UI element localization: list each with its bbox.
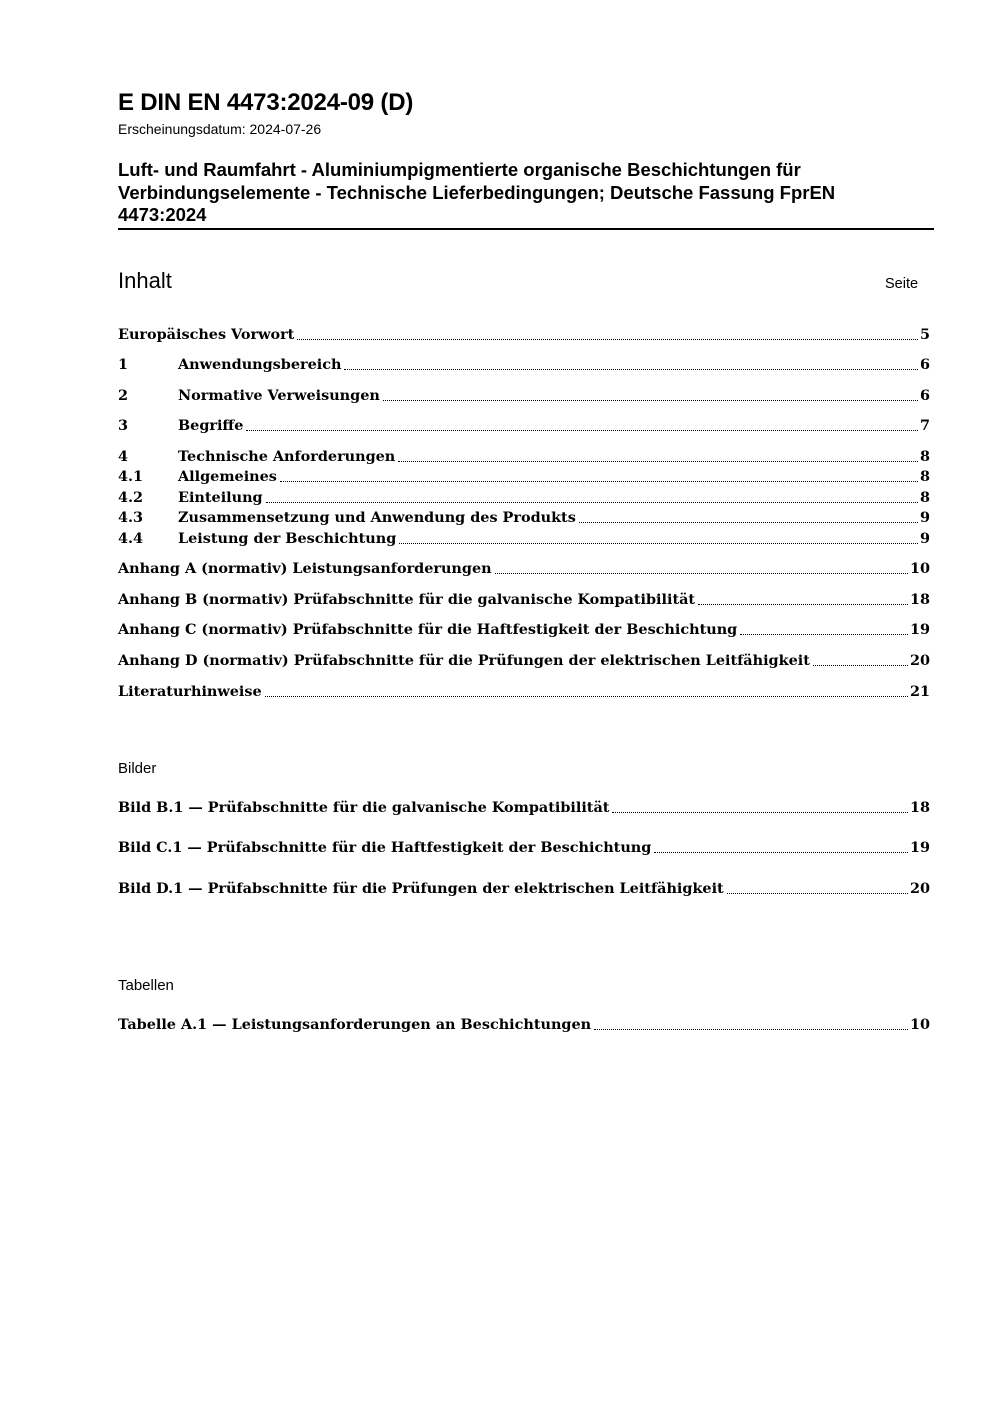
toc-entry-page: 9 xyxy=(919,530,930,547)
dot-leader xyxy=(612,812,908,813)
table-entry-title: Tabelle A.1 — Leistungsanforderungen an Beschichtungen xyxy=(118,1016,592,1033)
tables-label: Tabellen xyxy=(118,977,174,994)
subtitle-line: Verbindungselemente - Technische Lieferbedingungen; Deutsche Fassung FprEN xyxy=(118,181,836,203)
toc-entry-page: 8 xyxy=(919,468,930,485)
dot-leader xyxy=(594,1029,908,1030)
toc-entry-page: 21 xyxy=(909,683,930,700)
toc-entry-title: Einteilung xyxy=(178,489,263,506)
toc-entry-page: 8 xyxy=(919,448,930,465)
figure-entry[interactable] xyxy=(118,839,930,857)
toc-entry[interactable] xyxy=(118,387,930,405)
toc-heading: Inhalt xyxy=(118,268,172,293)
toc-entry[interactable] xyxy=(118,560,930,578)
dot-leader xyxy=(266,502,918,503)
toc-entry-title: Anhang A (normativ) Leistungsanforderungen xyxy=(118,560,492,577)
figure-entry-page: 18 xyxy=(909,799,930,816)
toc-entry[interactable] xyxy=(118,683,930,701)
toc-entry-page: 9 xyxy=(919,509,930,526)
dot-leader xyxy=(740,634,908,635)
toc-entry[interactable] xyxy=(118,448,930,466)
dot-leader xyxy=(383,400,918,401)
dot-leader xyxy=(654,852,908,853)
dot-leader xyxy=(297,339,918,340)
dot-leader xyxy=(579,522,918,523)
dot-leader xyxy=(280,481,918,482)
toc-entry-title: Begriffe xyxy=(178,417,244,434)
toc-entry-title: Anhang C (normativ) Prüfabschnitte für die Haftfestigkeit der Beschichtung xyxy=(118,621,738,638)
toc-entry-number: 3 xyxy=(118,417,129,434)
figure-entry-title: Bild D.1 — Prüfabschnitte für die Prüfungen der elektrischen Leitfähigkeit xyxy=(118,880,724,897)
toc-entry[interactable] xyxy=(118,489,930,507)
toc-entry-page: 7 xyxy=(919,417,930,434)
toc-entry[interactable] xyxy=(118,326,930,344)
toc-entry-page: 8 xyxy=(919,489,930,506)
toc-entry-title: Zusammensetzung und Anwendung des Produkts xyxy=(178,509,576,526)
toc-entry-page: 19 xyxy=(909,621,930,638)
toc-entry-title: Leistung der Beschichtung xyxy=(178,530,397,547)
toc-entry-number: 4.1 xyxy=(118,468,144,485)
toc-entry-title: Allgemeines xyxy=(178,468,277,485)
toc-entry[interactable] xyxy=(118,621,930,639)
toc-entry-title: Anwendungsbereich xyxy=(178,356,342,373)
toc-entry-page: 5 xyxy=(919,326,930,343)
table-entry[interactable] xyxy=(118,1016,930,1034)
toc-entry-number: 4.2 xyxy=(118,489,144,506)
dot-leader xyxy=(698,604,908,605)
figure-entry-page: 19 xyxy=(909,839,930,856)
toc-entry[interactable] xyxy=(118,356,930,374)
toc-entry-page: 20 xyxy=(909,652,930,669)
toc-entry-number: 1 xyxy=(118,356,129,373)
toc-page-column-label: Seite xyxy=(885,276,919,292)
document-subtitle xyxy=(118,159,918,227)
dot-leader xyxy=(813,665,908,666)
toc-entry-title: Literaturhinweise xyxy=(118,683,262,700)
toc-entry-title: Anhang D (normativ) Prüfabschnitte für die Prüfungen der elektrischen Leitfähigkeit xyxy=(118,652,810,669)
toc-entry[interactable] xyxy=(118,652,930,670)
toc-entry-number: 4.3 xyxy=(118,509,144,526)
dot-leader xyxy=(495,573,908,574)
toc-entry-page: 10 xyxy=(909,560,930,577)
toc-entry-title: Technische Anforderungen xyxy=(178,448,396,465)
subtitle-line: 4473:2024 xyxy=(118,204,207,225)
toc-entry[interactable] xyxy=(118,591,930,609)
toc-entry-title: Anhang B (normativ) Prüfabschnitte für die galvanische Kompatibilität xyxy=(118,591,696,608)
toc-entry-page: 6 xyxy=(919,387,930,404)
title-divider xyxy=(118,228,934,230)
toc-entry-number: 4.4 xyxy=(118,530,144,547)
toc-entry-title: Europäisches Vorwort xyxy=(118,326,295,343)
figure-entry[interactable] xyxy=(118,880,930,898)
toc-entry[interactable] xyxy=(118,468,930,486)
dot-leader xyxy=(246,430,918,431)
toc-entry-title: Normative Verweisungen xyxy=(178,387,380,404)
dot-leader xyxy=(398,461,918,462)
figure-entry[interactable] xyxy=(118,799,930,817)
table-entry-page: 10 xyxy=(909,1016,930,1033)
figures-label: Bilder xyxy=(118,760,157,777)
document-title: E DIN EN 4473:2024-09 (D) xyxy=(118,89,414,116)
toc-entry[interactable] xyxy=(118,509,930,527)
figure-entry-title: Bild C.1 — Prüfabschnitte für die Haftfestigkeit der Beschichtung xyxy=(118,839,652,856)
dot-leader xyxy=(344,369,918,370)
figure-entry-page: 20 xyxy=(909,880,930,897)
toc-entry-number: 2 xyxy=(118,387,129,404)
subtitle-line: Luft- und Raumfahrt - Aluminiumpigmentierte organische Beschichtungen für xyxy=(118,159,801,180)
toc-entry-page: 6 xyxy=(919,356,930,373)
dot-leader xyxy=(399,543,918,544)
toc-entry-number: 4 xyxy=(118,448,129,465)
figure-entry-title: Bild B.1 — Prüfabschnitte für die galvanische Kompatibilität xyxy=(118,799,610,816)
toc-entry[interactable] xyxy=(118,417,930,435)
toc-entry[interactable] xyxy=(118,530,930,548)
dot-leader xyxy=(265,696,908,697)
publication-date: Erscheinungsdatum: 2024-07-26 xyxy=(118,121,322,137)
toc-entry-page: 18 xyxy=(909,591,930,608)
dot-leader xyxy=(727,893,908,894)
